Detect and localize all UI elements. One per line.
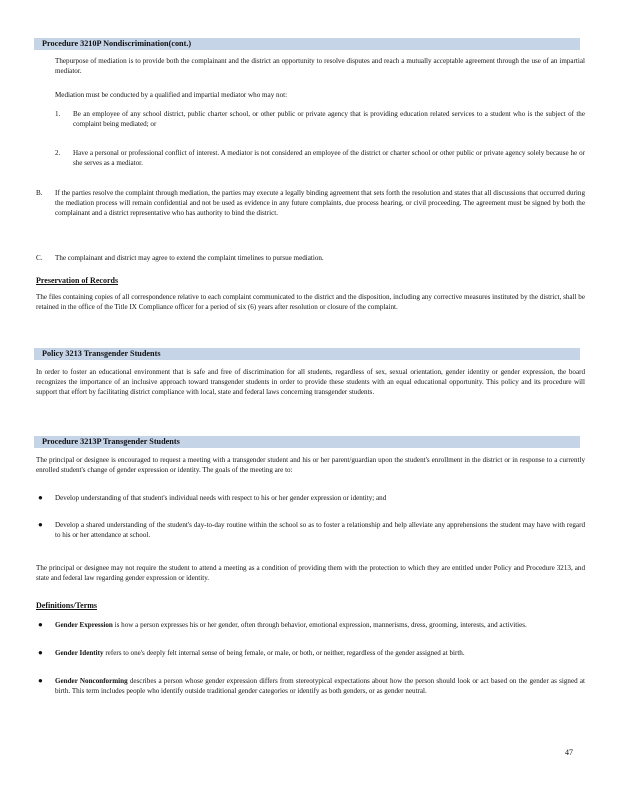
definition-gender-expression <box>55 620 585 630</box>
heading-definitions: Definitions/Terms <box>36 601 98 610</box>
policy-paragraph: In order to foster an educational environment that is safe and free of discrimination for all students, regardless of sex, sexual orientation, gender identity or gender expression, the board recognizes the importance of an inclusive approach toward transgender students in order to provide these students with an equal educational opportunity. This policy and its procedure will support that effort by facilitating district compliance with local, state and federal laws concerning transgender students. <box>36 368 585 396</box>
definition-term: Gender Nonconforming <box>55 677 128 685</box>
page-number: 47 <box>565 748 573 757</box>
item-label-b: B. <box>36 189 43 197</box>
bullet-icon: ● <box>38 648 43 657</box>
list-item: Develop a shared understanding of the student's day-to-day routine within the school so as to foster a relationship and help alleviate any apprehensions the student may have with regard to his or her attendance at school. <box>55 521 585 539</box>
heading-preservation-of-records: Preservation of Records <box>36 276 119 285</box>
definition-gender-nonconforming <box>55 676 585 696</box>
list-number: 2. <box>55 149 61 157</box>
extend-timelines-paragraph: The complainant and district may agree to extend the complaint timelines to pursue mediation. <box>55 254 324 262</box>
bullet-icon: ● <box>38 620 43 629</box>
definition-text: is how a person expresses his or her gender, often through behavior, emotional expression, mannerisms, dress, grooming, interests, and activities. <box>112 621 527 629</box>
list-number: 1. <box>55 110 61 118</box>
bullet-icon: ● <box>38 493 43 502</box>
list-item: Be an employee of any school district, public charter school, or other public or private agency that is providing education related services to a student who is the subject of the complaint being mediated; or <box>73 110 585 128</box>
section-header-procedure-3213p: Procedure 3213P Transgender Students <box>34 436 580 448</box>
definition-text: describes a person whose gender expression differs from stereotypical expectations about how the person should look or act based on the gender as signed at birth. This term includes people who identify outside traditional gender categories or identify as both genders, or as gender neutral. <box>55 677 585 695</box>
definition-term: Gender Identity <box>55 649 104 657</box>
records-paragraph: The files containing copies of all correspondence relative to each complaint communicated to the district and the disposition, including any corrective measures instituted by the district, shall be retained in the office of the Title IX Compliance officer for a period of six (6) years after resolution or closure of the complaint. <box>36 293 585 311</box>
bullet-icon: ● <box>38 676 43 685</box>
meeting-paragraph: The principal or designee is encouraged to request a meeting with a transgender student and his or her parent/guardian upon the student's enrollment in the district or in response to a currently enrolled student's change of gender expression or identity. The goals of the meeting are to: <box>36 456 585 474</box>
list-item: Develop understanding of that student's individual needs with respect to his or her gender expression or identity; and <box>55 494 387 502</box>
mediation-agreement-paragraph: If the parties resolve the complaint through mediation, the parties may execute a legally binding agreement that sets forth the resolution and states that all discussions that occurred during the mediation process will remain confidential and not be used as evidence in any future complaints, due process hearing, or civil proceeding. The agreement must be signed by both the complainant and a district representative who has authority to bind the district. <box>55 189 585 217</box>
item-label-c: C. <box>36 254 43 262</box>
bullet-icon: ● <box>38 520 43 529</box>
section-header-procedure-3210p: Procedure 3210P Nondiscrimination(cont.) <box>34 38 580 50</box>
definition-text: refers to one's deeply felt internal sense of being female, or male, or both, or neither, regardless of the gender assigned at birth. <box>103 649 465 657</box>
meeting-not-required-paragraph: The principal or designee may not require the student to attend a meeting as a condition of providing them with the protection to which they are entitled under Policy and Procedure 3213, and state and federal law regarding gender expression or identity. <box>36 564 585 582</box>
section-header-policy-3213: Policy 3213 Transgender Students <box>34 348 580 360</box>
definition-term: Gender Expression <box>55 621 113 629</box>
list-item: Have a personal or professional conflict of interest. A mediator is not considered an employee of the district or charter school or other public or private agency solely because he or she serves as a mediator. <box>73 149 585 167</box>
mediation-purpose-paragraph: Thepurpose of mediation is to provide both the complainant and the district an opportunity to resolve disputes and reach a mutually acceptable agreement through the use of an impartial mediator. <box>55 57 585 75</box>
mediator-requirements-paragraph: Mediation must be conducted by a qualified and impartial mediator who may not: <box>55 91 288 99</box>
definition-gender-identity <box>55 648 585 658</box>
